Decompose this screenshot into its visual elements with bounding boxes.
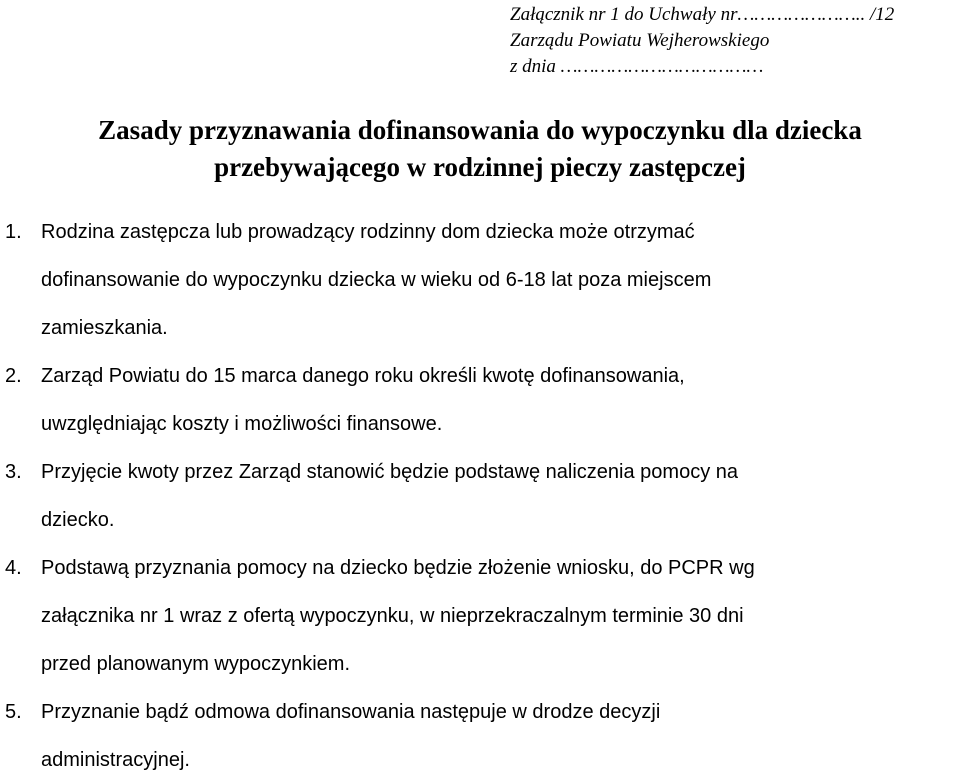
list-item-line: dofinansowanie do wypoczynku dziecka w wieku od 6-18 lat poza miejscem (41, 269, 712, 291)
list-item (5, 448, 955, 544)
list-item (5, 544, 955, 688)
list-item-line: zamieszkania. (41, 317, 168, 339)
list-item-line: Rodzina zastępcza lub prowadzący rodzinny dom dziecka może otrzymać (41, 221, 695, 243)
attachment-header (510, 2, 894, 80)
list-item-line: Podstawą przyznania pomocy na dziecko będzie złożenie wniosku, do PCPR wg (41, 557, 755, 579)
date-line: z dnia ……………………………… (510, 56, 764, 77)
list-item-number: 4. (5, 557, 22, 579)
list-item-line: dziecko. (41, 509, 115, 531)
attachment-number-line: Załącznik nr 1 do Uchwały nr………………….. /12 (510, 4, 895, 25)
list-item (5, 352, 955, 448)
title-line-1: Zasady przyznawania dofinansowania do wypoczynku dla dziecka (98, 115, 862, 145)
list-item-line: Przyznanie bądź odmowa dofinansowania następuje w drodze decyzji (41, 701, 661, 723)
list-item-number: 5. (5, 701, 22, 723)
list-item-number: 3. (5, 461, 22, 483)
list-item (5, 688, 955, 784)
list-item-number: 1. (5, 221, 22, 243)
list-item-line: Zarząd Powiatu do 15 marca danego roku określi kwotę dofinansowania, (41, 365, 685, 387)
title-line-2: przebywającego w rodzinnej pieczy zastępczej (214, 152, 746, 182)
list-item-line: przed planowanym wypoczynkiem. (41, 653, 351, 675)
list-item-line: załącznika nr 1 wraz z ofertą wypoczynku, w nieprzekraczalnym terminie 30 dni (41, 605, 744, 627)
list-item-number: 2. (5, 365, 22, 387)
document-title (0, 112, 960, 186)
issuer-line: Zarządu Powiatu Wejherowskiego (510, 30, 770, 51)
rules-list (5, 208, 955, 784)
list-item-line: uwzględniając koszty i możliwości finansowe. (41, 413, 443, 435)
list-item-line: administracyjnej. (41, 749, 190, 771)
list-item (5, 208, 955, 352)
list-item-line: Przyjęcie kwoty przez Zarząd stanowić będzie podstawę naliczenia pomocy na (41, 461, 739, 483)
